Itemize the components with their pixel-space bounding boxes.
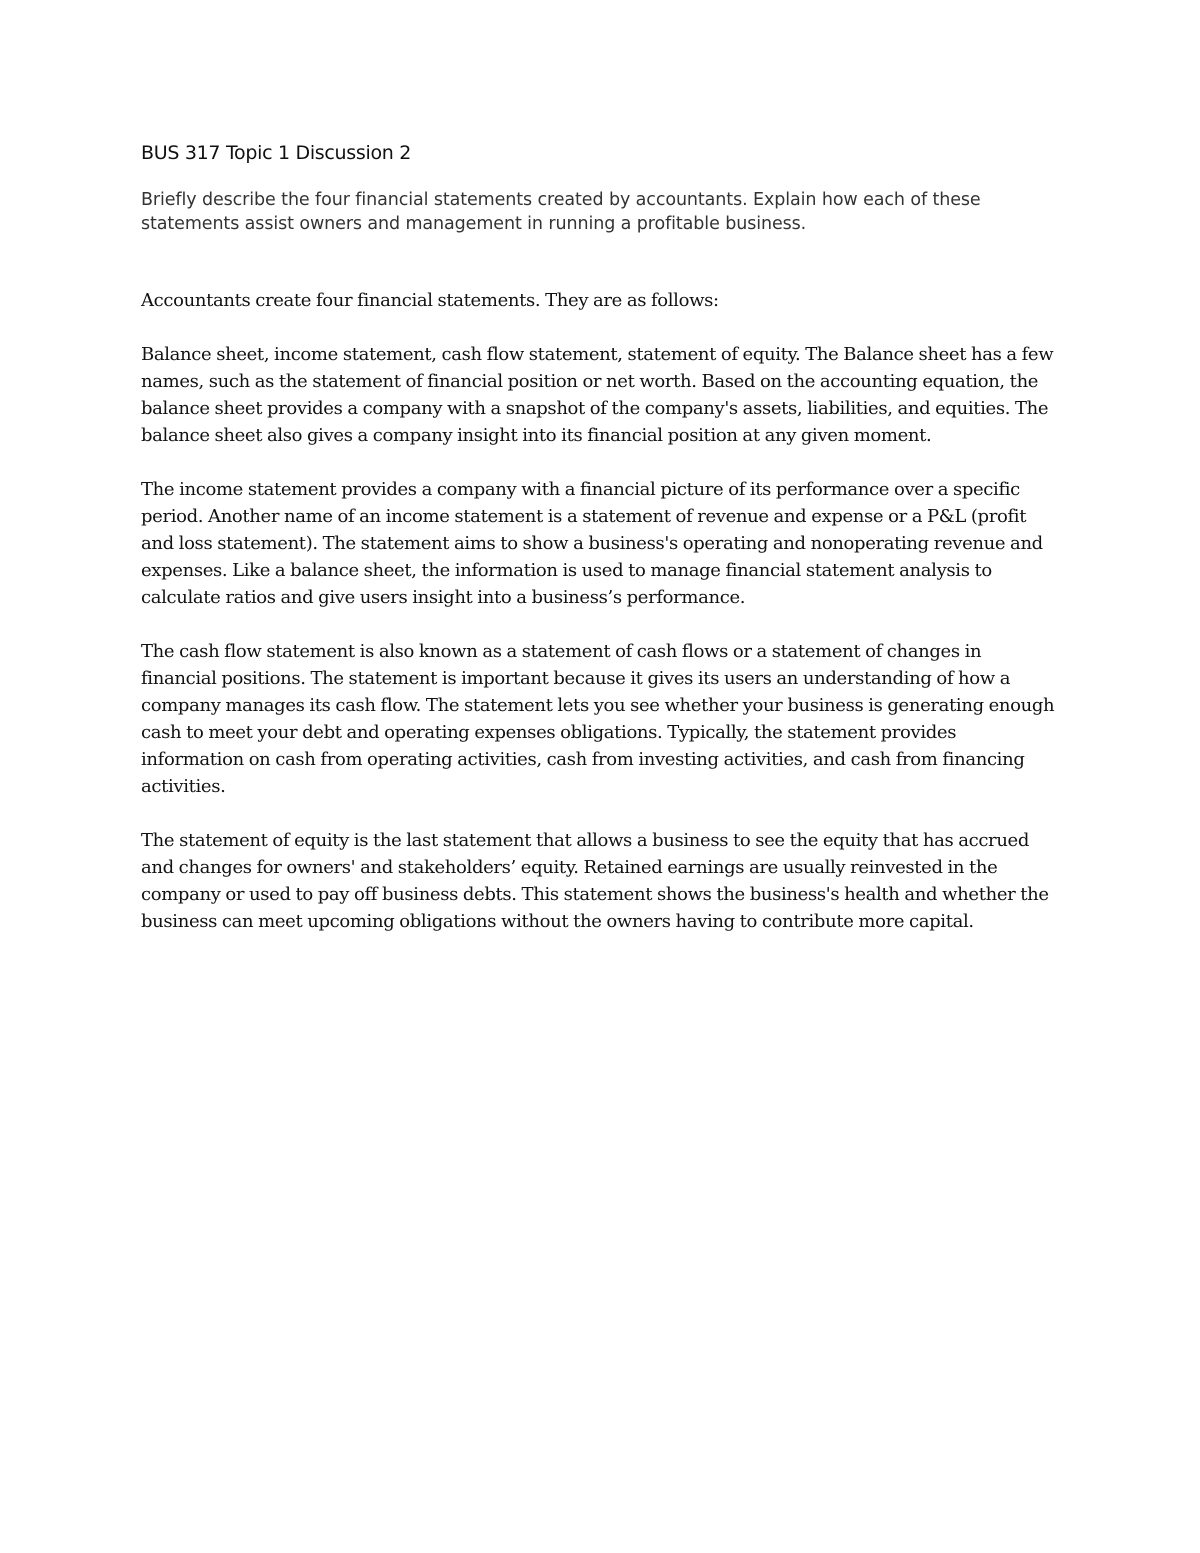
paragraph-balance-sheet: Balance sheet, income statement, cash flow statement, statement of equity. The Balance sheet has a few names, such as the statement of financial position or net worth. Based on the accounting equation, the balance sheet provides a company with a snapshot of the company's assets, liabilities, and equities. The balance sheet also gives a company insight into its financial position at any given moment. [141, 344, 1054, 446]
document-title: BUS 317 Topic 1 Discussion 2 [141, 142, 412, 164]
paragraph-intro: Accountants create four financial statements. They are as follows: [141, 290, 719, 311]
paragraph-income-statement: The income statement provides a company with a financial picture of its performance over a specific period. Another name of an income statement is a statement of revenue and expense or a P&L (profit and loss statement). The statement aims to show a business's operating and nonoperating revenue and expenses. Like a balance sheet, the information is used to manage financial statement analysis to calculate ratios and give users insight into a business’s performance. [141, 479, 1043, 608]
document-body [141, 140, 1061, 962]
discussion-prompt: Briefly describe the four financial statements created by accountants. Explain how each of these statements assist owners and management in running a profitable business. [141, 190, 981, 234]
paragraph-statement-of-equity: The statement of equity is the last statement that allows a business to see the equity that has accrued and changes for owners' and stakeholders’ equity. Retained earnings are usually reinvested in the company or used to pay off business debts. This statement shows the business's health and whether the business can meet upcoming obligations without the owners having to contribute more capital. [141, 830, 1049, 932]
answer-body [141, 287, 1061, 935]
paragraph-cash-flow-statement: The cash flow statement is also known as a statement of cash flows or a statement of changes in financial positions. The statement is important because it gives its users an understanding of how a company manages its cash flow. The statement lets you see whether your business is generating enough cash to meet your debt and operating expenses obligations. Typically, the statement provides information on cash from operating activities, cash from investing activities, and cash from financing activities. [141, 641, 1055, 797]
